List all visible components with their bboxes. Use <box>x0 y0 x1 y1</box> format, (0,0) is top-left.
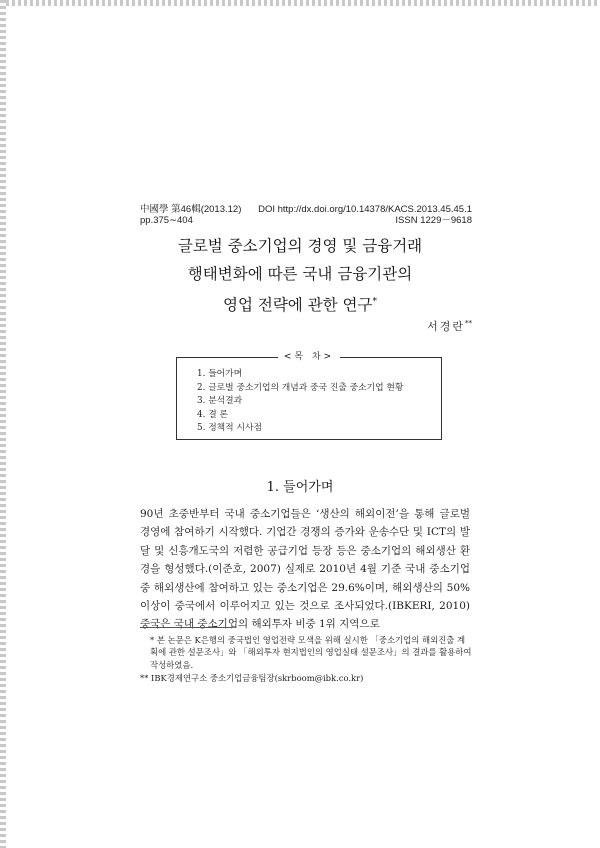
journal-issue: 中國學 第46輯(2013.12) <box>140 204 242 215</box>
title-line-1: 글로벌 중소기업의 경영 및 금융거래 <box>177 237 423 255</box>
footnote-1 <box>150 634 472 671</box>
section-heading: 1. 들어가며 <box>266 480 334 495</box>
toc-item-5[interactable]: 5. 정책적 시사점 <box>197 423 262 433</box>
paper-title <box>0 232 600 319</box>
doi-link[interactable]: DOI http://dx.doi.org/10.14378/KACS.2013.45.45.1 <box>258 204 472 215</box>
toc-label-wrap <box>177 351 441 363</box>
table-of-contents <box>176 352 442 440</box>
title-line-3-text: 영업 전략에 관한 연구 <box>222 296 373 315</box>
toc-label: <목 차> <box>278 352 340 362</box>
footnote-1-mark: * <box>150 635 155 645</box>
footnote-2-text: IBK경제연구소 중소기업금융팀장(skrboom@ibk.co.kr) <box>151 673 364 683</box>
footnote-divider <box>140 627 232 628</box>
issn: ISSN 1229－9618 <box>395 215 472 226</box>
author <box>427 318 472 334</box>
journal-info <box>140 204 241 226</box>
footnote-2-mark: ** <box>140 673 149 683</box>
toc-item-3[interactable]: 3. 분석결과 <box>197 396 243 406</box>
toc-list <box>197 368 403 436</box>
author-footnote-mark[interactable]: ** <box>465 319 472 328</box>
body-paragraph: 90년 초중반부터 국내 중소기업들은 ‘생산의 해외이전’을 통해 글로벌 경영에 참여하기 시작했다. 기업간 경쟁의 증가와 운송수단 및 ICT의 발달 및 신흥개도국의 저렴한 공급기업 등장 등은 중소기업의 해외생산 환경을 형성했다.(이준호, 2007) 실제로 2010년 4월 기준 국내 중소기업 중 해외생산에 참여하고 있는 중소기업은 29.6%이며, 해외생산의 50%이상이 중국에서 이루어지고 있는 것으로 조사되었다.(IBKERI, 2010) 중국은 국내 중소기업의 해외투자 비중 1위 지역으로 <box>140 508 470 631</box>
doi-info <box>258 204 472 226</box>
toc-item-2[interactable]: 2. 글로벌 중소기업의 개념과 중국 진출 중소기업 현황 <box>197 382 404 393</box>
toc-item-4[interactable]: 4. 결 론 <box>197 409 228 420</box>
title-footnote-mark[interactable]: * <box>372 297 378 307</box>
title-line-3 <box>0 288 600 319</box>
page-edge-left <box>0 0 6 848</box>
footnote-1-text: 본 논문은 K은행의 중국법인 영업전략 모색을 위해 실시한 「중소기업의 해외진출 계획에 관한 설문조사」와 「해외투자 현지법인의 영업실태 설문조사」의 결과를 활용하여 작성하였음. <box>150 635 472 670</box>
title-line-2: 행태변화에 따른 국내 금융기관의 <box>187 265 413 283</box>
page-range: pp.375∼404 <box>140 215 193 226</box>
page-edge-top <box>0 0 600 6</box>
author-name: 서경란 <box>427 320 465 333</box>
toc-item-1[interactable]: 1. 들어가며 <box>197 369 243 379</box>
footnote-2 <box>140 672 472 684</box>
